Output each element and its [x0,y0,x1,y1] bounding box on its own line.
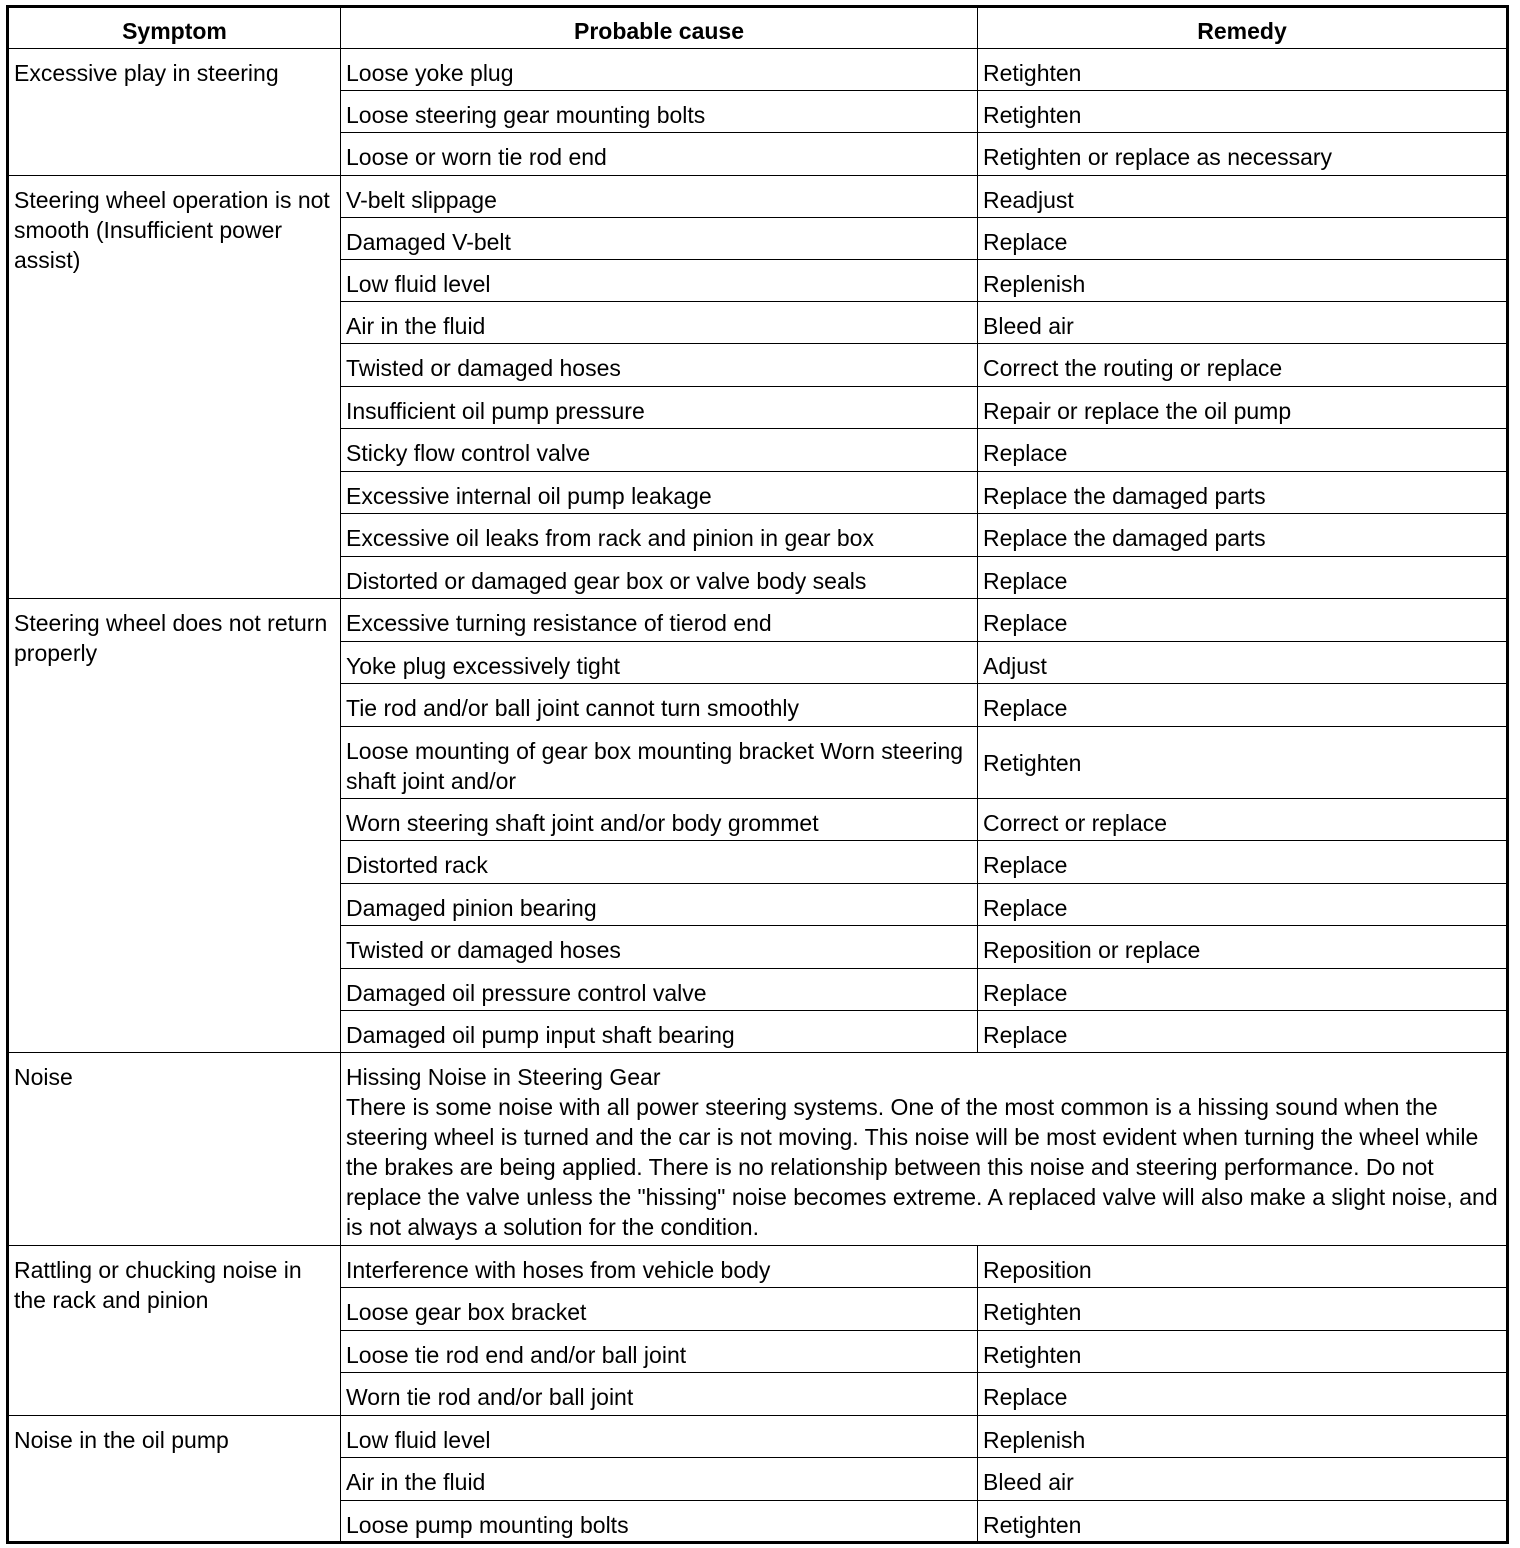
cause-cell: Low fluid level [341,1416,978,1458]
cause-cell: Tie rod and/or ball joint cannot turn smoothly [341,684,978,727]
table-row [8,1246,1508,1288]
remedy-cell: Replace [978,1373,1508,1416]
remedy-cell: Readjust [978,176,1508,218]
cause-cell: Loose or worn tie rod end [341,133,978,176]
remedy-cell: Correct the routing or replace [978,344,1508,387]
cause-cell: Loose pump mounting bolts [341,1501,978,1543]
probable-cause-header: Probable cause [341,7,978,49]
remedy-cell: Replace [978,684,1508,727]
remedy-cell: Replenish [978,1416,1508,1458]
cause-cell: Loose mounting of gear box mounting bracket Worn steering shaft joint and/or [341,727,978,799]
cause-cell: Low fluid level [341,260,978,302]
cause-cell: Excessive internal oil pump leakage [341,472,978,514]
troubleshooting-table [6,5,1509,1544]
cause-cell: Excessive turning resistance of tierod end [341,599,978,642]
remedy-cell: Reposition or replace [978,926,1508,969]
remedy-cell: Retighten [978,727,1508,799]
symptom-cell: Steering wheel operation is not smooth (Insufficient power assist) [8,176,341,599]
remedy-cell: Replace [978,841,1508,884]
remedy-cell: Bleed air [978,302,1508,344]
cause-cell: Damaged V-belt [341,218,978,260]
remedy-cell: Replace the damaged parts [978,472,1508,514]
table-row [8,599,1508,642]
cause-cell: Worn steering shaft joint and/or body grommet [341,799,978,841]
note-title: Hissing Noise in Steering Gear [346,1064,661,1090]
header-row [8,7,1508,49]
cause-cell: Loose steering gear mounting bolts [341,91,978,133]
cause-cell: Interference with hoses from vehicle body [341,1246,978,1288]
remedy-cell: Retighten or replace as necessary [978,133,1508,176]
remedy-cell: Retighten [978,91,1508,133]
remedy-header: Remedy [978,7,1508,49]
remedy-cell: Retighten [978,49,1508,91]
remedy-cell: Replace [978,218,1508,260]
remedy-cell: Retighten [978,1501,1508,1543]
note-text: There is some noise with all power steering systems. One of the most common is a hissing sound when the steering wheel is turned and the car is not moving. This noise will be most evident when turning the wheel while the brakes are being applied. There is no relationship between this noise and steering performance. Do not replace the valve unless the "hissing" noise becomes extreme. A replaced valve will also make a slight noise, and is not always a solution for the condition. [346,1094,1498,1240]
cause-cell: Damaged oil pump input shaft bearing [341,1011,978,1053]
remedy-cell: Replace [978,599,1508,642]
symptom-cell: Noise in the oil pump [8,1416,341,1543]
symptom-cell: Noise [8,1053,341,1246]
remedy-cell: Repair or replace the oil pump [978,387,1508,429]
symptom-cell: Rattling or chucking noise in the rack and pinion [8,1246,341,1416]
remedy-cell: Replace [978,884,1508,926]
cause-cell: Distorted rack [341,841,978,884]
table-row [8,176,1508,218]
remedy-cell: Adjust [978,642,1508,684]
remedy-cell: Replace [978,1011,1508,1053]
table-row [8,49,1508,91]
remedy-cell: Bleed air [978,1458,1508,1501]
cause-cell: Insufficient oil pump pressure [341,387,978,429]
cause-cell: Damaged oil pressure control valve [341,969,978,1011]
remedy-cell: Replace [978,429,1508,472]
cause-cell: Yoke plug excessively tight [341,642,978,684]
cause-cell: V-belt slippage [341,176,978,218]
cause-cell: Damaged pinion bearing [341,884,978,926]
cause-cell: Air in the fluid [341,302,978,344]
cause-cell: Loose tie rod end and/or ball joint [341,1331,978,1373]
table-row [8,1053,1508,1246]
symptom-cell: Steering wheel does not return properly [8,599,341,1053]
cause-cell: Loose yoke plug [341,49,978,91]
cause-cell: Twisted or damaged hoses [341,344,978,387]
cause-cell: Excessive oil leaks from rack and pinion in gear box [341,514,978,557]
remedy-cell: Retighten [978,1331,1508,1373]
cause-cell: Air in the fluid [341,1458,978,1501]
remedy-cell: Correct or replace [978,799,1508,841]
remedy-cell: Reposition [978,1246,1508,1288]
remedy-cell: Replace [978,969,1508,1011]
note-cell [341,1053,1508,1246]
table-row [8,1416,1508,1458]
cause-cell: Sticky flow control valve [341,429,978,472]
symptom-header: Symptom [8,7,341,49]
cause-cell: Distorted or damaged gear box or valve body seals [341,557,978,599]
symptom-cell: Excessive play in steering [8,49,341,176]
remedy-cell: Retighten [978,1288,1508,1331]
cause-cell: Twisted or damaged hoses [341,926,978,969]
remedy-cell: Replace [978,557,1508,599]
remedy-cell: Replace the damaged parts [978,514,1508,557]
cause-cell: Loose gear box bracket [341,1288,978,1331]
remedy-cell: Replenish [978,260,1508,302]
cause-cell: Worn tie rod and/or ball joint [341,1373,978,1416]
